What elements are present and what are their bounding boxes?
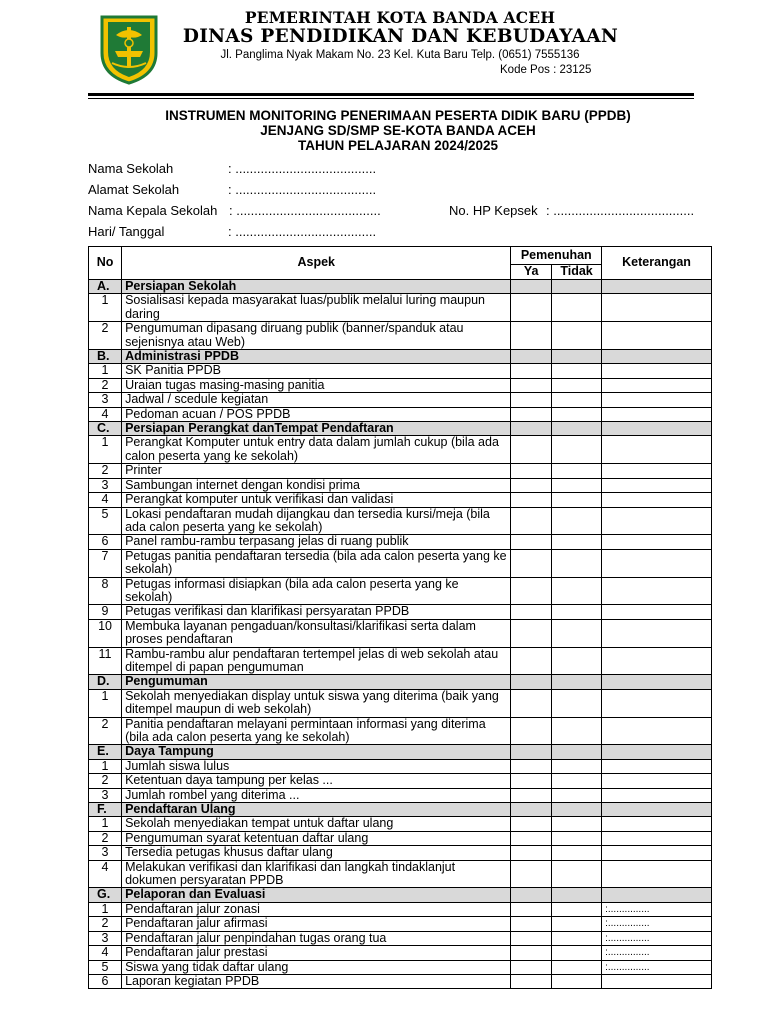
section-tidak-cell [551,888,601,902]
hp-kepsek-field[interactable]: : ....................................... [546,203,695,218]
tidak-checkbox-cell[interactable] [551,393,601,407]
row-number: 3 [89,788,122,802]
table-row [89,846,712,860]
section-ya-cell [511,350,552,364]
row-number: 3 [89,478,122,492]
keterangan-cell[interactable] [602,759,712,773]
row-number: 6 [89,535,122,549]
section-ket-cell [602,803,712,817]
letterhead-postal-code: Kode Pos : 23125 [500,64,592,76]
tidak-checkbox-cell[interactable] [551,788,601,802]
row-number: 2 [89,917,122,931]
ya-checkbox-cell[interactable] [511,577,552,605]
row-aspect: Petugas panitia pendaftaran tersedia (bila ada calon peserta yang ke sekolah) [122,549,511,577]
header-tidak: Tidak [551,264,601,279]
ya-checkbox-cell[interactable] [511,493,552,507]
ya-checkbox-cell[interactable] [511,846,552,860]
tidak-checkbox-cell[interactable] [551,535,601,549]
tidak-checkbox-cell[interactable] [551,507,601,535]
tidak-checkbox-cell[interactable] [551,717,601,745]
section-ya-cell [511,280,552,294]
row-aspect: Pendaftaran jalur prestasi [122,946,511,960]
nama-sekolah-field[interactable]: : ....................................... [228,161,377,176]
row-aspect: Jadwal / scedule kegiatan [122,393,511,407]
section-letter: B. [89,350,122,364]
letterhead-address: Jl. Panglima Nyak Makam No. 23 Kel. Kuta Baru Telp. (0651) 7555136 [220,49,580,61]
ya-checkbox-cell[interactable] [511,294,552,322]
section-title: Persiapan Sekolah [122,280,511,294]
row-number: 2 [89,831,122,845]
row-number: 2 [89,322,122,350]
ya-checkbox-cell[interactable] [511,436,552,464]
row-aspect: Ketentuan daya tampung per kelas ... [122,774,511,788]
ya-checkbox-cell[interactable] [511,717,552,745]
tidak-checkbox-cell[interactable] [551,689,601,717]
row-aspect: Printer [122,464,511,478]
tidak-checkbox-cell[interactable] [551,931,601,945]
tidak-checkbox-cell[interactable] [551,294,601,322]
row-aspect: Jumlah rombel yang diterima ... [122,788,511,802]
row-aspect: Pendaftaran jalur penpindahan tugas orang tua [122,931,511,945]
letterhead-government: PEMERINTAH KOTA BANDA ACEH [244,8,556,27]
keterangan-cell[interactable] [602,817,712,831]
tidak-checkbox-cell[interactable] [551,974,601,988]
table-row [89,817,712,831]
row-aspect: Pengumuman syarat ketentuan daftar ulang [122,831,511,845]
section-tidak-cell [551,675,601,689]
row-aspect: Sambungan internet dengan kondisi prima [122,478,511,492]
keterangan-cell[interactable] [602,860,712,888]
row-number: 9 [89,605,122,619]
keterangan-cell[interactable] [602,846,712,860]
nama-sekolah-label: Nama Sekolah [88,161,174,176]
table-row [89,322,712,350]
keterangan-cell[interactable] [602,717,712,745]
header-keterangan: Keterangan [602,247,712,280]
section-letter: E. [89,745,122,759]
row-aspect: Siswa yang tidak daftar ulang [122,960,511,974]
section-tidak-cell [551,422,601,436]
keterangan-cell[interactable] [602,407,712,421]
ya-checkbox-cell[interactable] [511,507,552,535]
kepala-sekolah-label: Nama Kepala Sekolah [88,203,218,218]
row-number: 1 [89,817,122,831]
table-row [89,378,712,392]
table-row [89,619,712,647]
table-row [89,464,712,478]
keterangan-cell[interactable] [602,788,712,802]
keterangan-cell[interactable] [602,689,712,717]
document-subtitle: JENJANG SD/SMP SE-KOTA BANDA ACEH [260,123,536,138]
row-aspect: Pendaftaran jalur zonasi [122,902,511,916]
ya-checkbox-cell[interactable] [511,902,552,916]
section-title: Pendaftaran Ulang [122,803,511,817]
table-row [89,717,712,745]
table-row [89,902,712,916]
ya-checkbox-cell[interactable] [511,788,552,802]
table-row [89,960,712,974]
keterangan-cell[interactable] [602,364,712,378]
ya-checkbox-cell[interactable] [511,605,552,619]
section-ket-cell [602,888,712,902]
row-number: 10 [89,619,122,647]
table-row [89,436,712,464]
table-row [89,931,712,945]
keterangan-cell[interactable] [602,535,712,549]
section-ya-cell [511,888,552,902]
letterhead-department: DINAS PENDIDIKAN DAN KEBUDAYAAN [182,26,619,47]
keterangan-cell[interactable] [602,436,712,464]
section-ya-cell [511,745,552,759]
row-number: 4 [89,860,122,888]
table-row [89,759,712,773]
table-row [89,974,712,988]
row-number: 1 [89,902,122,916]
row-aspect: Laporan kegiatan PPDB [122,974,511,988]
section-letter: A. [89,280,122,294]
row-aspect: Lokasi pendaftaran mudah dijangkau dan tersedia kursi/meja (bila ada calon peserta yang ke sekolah) [122,507,511,535]
ya-checkbox-cell[interactable] [511,917,552,931]
section-title: Pengumuman [122,675,511,689]
tidak-checkbox-cell[interactable] [551,960,601,974]
alamat-sekolah-field[interactable]: : ....................................... [228,182,377,197]
header-aspek: Aspek [122,247,511,280]
row-aspect: SK Panitia PPDB [122,364,511,378]
tidak-checkbox-cell[interactable] [551,817,601,831]
tidak-checkbox-cell[interactable] [551,647,601,675]
ya-checkbox-cell[interactable] [511,759,552,773]
table-row [89,549,712,577]
row-number: 1 [89,364,122,378]
ya-checkbox-cell[interactable] [511,619,552,647]
section-ket-cell [602,350,712,364]
row-number: 4 [89,407,122,421]
table-row [89,605,712,619]
row-aspect: Sosialisasi kepada masyarakat luas/publik melalui luring maupun daring [122,294,511,322]
table-row [89,577,712,605]
row-aspect: Petugas verifikasi dan klarifikasi persyaratan PPDB [122,605,511,619]
document-year: TAHUN PELAJARAN 2024/2025 [297,138,499,153]
ya-checkbox-cell[interactable] [511,535,552,549]
tidak-checkbox-cell[interactable] [551,846,601,860]
ya-checkbox-cell[interactable] [511,960,552,974]
row-aspect: Pendaftaran jalur afirmasi [122,917,511,931]
ya-checkbox-cell[interactable] [511,478,552,492]
row-aspect: Petugas informasi disiapkan (bila ada calon peserta yang ke sekolah) [122,577,511,605]
row-number: 3 [89,931,122,945]
keterangan-cell[interactable] [602,393,712,407]
hari-tanggal-label: Hari/ Tanggal [88,224,165,239]
tidak-checkbox-cell[interactable] [551,917,601,931]
header-pemenuhan: Pemenuhan [511,247,602,265]
document-title: INSTRUMEN MONITORING PENERIMAAN PESERTA DIDIK BARU (PPDB) [165,108,631,123]
section-tidak-cell [551,803,601,817]
section-letter: C. [89,422,122,436]
row-number: 2 [89,774,122,788]
row-number: 8 [89,577,122,605]
section-letter: D. [89,675,122,689]
ya-checkbox-cell[interactable] [511,860,552,888]
table-body [89,280,712,989]
section-title: Persiapan Perangkat danTempat Pendaftaran [122,422,511,436]
keterangan-cell[interactable] [602,619,712,647]
tidak-checkbox-cell[interactable] [551,774,601,788]
row-number: 3 [89,846,122,860]
table-row [89,946,712,960]
table-row [89,860,712,888]
table-row [89,507,712,535]
row-aspect: Panel rambu-rambu terpasang jelas di ruang publik [122,535,511,549]
row-aspect: Pengumuman dipasang diruang publik (banner/spanduk atau sejenisnya atau Web) [122,322,511,350]
section-tidak-cell [551,745,601,759]
header-ya: Ya [511,264,552,279]
tidak-checkbox-cell[interactable] [551,364,601,378]
keterangan-cell[interactable] [602,507,712,535]
section-letter: G. [89,888,122,902]
table-row [89,788,712,802]
keterangan-cell[interactable] [602,294,712,322]
keterangan-cell[interactable]: :............... [602,917,712,931]
section-title: Administrasi PPDB [122,350,511,364]
hari-tanggal-field[interactable]: : ....................................... [228,224,377,239]
section-tidak-cell [551,350,601,364]
tidak-checkbox-cell[interactable] [551,946,601,960]
keterangan-cell[interactable] [602,974,712,988]
ya-checkbox-cell[interactable] [511,378,552,392]
letterhead-divider [88,93,694,96]
section-ya-cell [511,675,552,689]
ya-checkbox-cell[interactable] [511,322,552,350]
ya-checkbox-cell[interactable] [511,817,552,831]
section-ya-cell [511,803,552,817]
banda-aceh-emblem-icon [98,13,160,85]
keterangan-cell[interactable] [602,774,712,788]
tidak-checkbox-cell[interactable] [551,619,601,647]
section-ket-cell [602,280,712,294]
table-row [89,493,712,507]
table-row [89,478,712,492]
tidak-checkbox-cell[interactable] [551,407,601,421]
ya-checkbox-cell[interactable] [511,689,552,717]
table-row [89,393,712,407]
tidak-checkbox-cell[interactable] [551,902,601,916]
letterhead-divider-thin [88,98,694,99]
section-letter: F. [89,803,122,817]
section-row [89,745,712,759]
row-aspect: Sekolah menyediakan tempat untuk daftar ulang [122,817,511,831]
ya-checkbox-cell[interactable] [511,974,552,988]
table-row [89,774,712,788]
keterangan-cell[interactable] [602,378,712,392]
table-row [89,535,712,549]
row-number: 1 [89,436,122,464]
row-aspect: Melakukan verifikasi dan klarifikasi dan langkah tindaklanjut dokumen persyaratan PPDB [122,860,511,888]
kepala-sekolah-field[interactable]: : ........................................ [229,203,381,218]
row-number: 2 [89,717,122,745]
keterangan-cell[interactable] [602,549,712,577]
row-aspect: Rambu-rambu alur pendaftaran tertempel jelas di web sekolah atau ditempel di papan pengumuman [122,647,511,675]
tidak-checkbox-cell[interactable] [551,478,601,492]
keterangan-cell[interactable]: :............... [602,946,712,960]
row-aspect: Uraian tugas masing-masing panitia [122,378,511,392]
tidak-checkbox-cell[interactable] [551,322,601,350]
section-row [89,888,712,902]
header-no: No [89,247,122,280]
keterangan-cell[interactable] [602,464,712,478]
table-row [89,689,712,717]
section-ket-cell [602,745,712,759]
section-row [89,422,712,436]
section-ya-cell [511,422,552,436]
row-number: 1 [89,759,122,773]
tidak-checkbox-cell[interactable] [551,831,601,845]
table-row [89,364,712,378]
row-number: 4 [89,946,122,960]
row-aspect: Jumlah siswa lulus [122,759,511,773]
monitoring-table [88,246,712,989]
tidak-checkbox-cell[interactable] [551,605,601,619]
keterangan-cell[interactable] [602,577,712,605]
ya-checkbox-cell[interactable] [511,407,552,421]
hp-kepsek-label: No. HP Kepsek [449,203,538,218]
ya-checkbox-cell[interactable] [511,831,552,845]
ya-checkbox-cell[interactable] [511,549,552,577]
section-title: Daya Tampung [122,745,511,759]
keterangan-cell[interactable] [602,831,712,845]
row-aspect: Panitia pendaftaran melayani permintaan informasi yang diterima (bila ada calon peserta yang ke sekolah) [122,717,511,745]
keterangan-cell[interactable] [602,493,712,507]
ya-checkbox-cell[interactable] [511,647,552,675]
table-row [89,294,712,322]
row-number: 5 [89,960,122,974]
table-row [89,407,712,421]
keterangan-cell[interactable] [602,478,712,492]
section-row [89,675,712,689]
keterangan-cell[interactable] [602,605,712,619]
tidak-checkbox-cell[interactable] [551,860,601,888]
row-aspect: Perangkat Komputer untuk entry data dalam jumlah cukup (bila ada calon peserta yang ke sekolah) [122,436,511,464]
ya-checkbox-cell[interactable] [511,774,552,788]
row-number: 7 [89,549,122,577]
row-aspect: Membuka layanan pengaduan/konsultasi/klarifikasi serta dalam proses pendaftaran [122,619,511,647]
tidak-checkbox-cell[interactable] [551,493,601,507]
row-number: 1 [89,294,122,322]
ya-checkbox-cell[interactable] [511,931,552,945]
alamat-sekolah-label: Alamat Sekolah [88,182,180,197]
table-row [89,917,712,931]
section-row [89,280,712,294]
row-number: 4 [89,493,122,507]
tidak-checkbox-cell[interactable] [551,436,601,464]
tidak-checkbox-cell[interactable] [551,577,601,605]
row-aspect: Sekolah menyediakan display untuk siswa yang diterima (baik yang ditempel maupun di web sekolah) [122,689,511,717]
keterangan-cell[interactable] [602,647,712,675]
section-ket-cell [602,675,712,689]
tidak-checkbox-cell[interactable] [551,378,601,392]
table-row [89,647,712,675]
row-number: 6 [89,974,122,988]
section-tidak-cell [551,280,601,294]
row-number: 11 [89,647,122,675]
row-number: 1 [89,689,122,717]
tidak-checkbox-cell[interactable] [551,549,601,577]
tidak-checkbox-cell[interactable] [551,464,601,478]
keterangan-cell[interactable]: :............... [602,902,712,916]
keterangan-cell[interactable]: :............... [602,931,712,945]
table-row [89,831,712,845]
ya-checkbox-cell[interactable] [511,393,552,407]
section-ket-cell [602,422,712,436]
row-aspect: Pedoman acuan / POS PPDB [122,407,511,421]
section-row [89,350,712,364]
tidak-checkbox-cell[interactable] [551,759,601,773]
ya-checkbox-cell[interactable] [511,464,552,478]
row-number: 2 [89,378,122,392]
keterangan-cell[interactable]: :............... [602,960,712,974]
section-row [89,803,712,817]
ya-checkbox-cell[interactable] [511,946,552,960]
row-number: 2 [89,464,122,478]
row-aspect: Tersedia petugas khusus daftar ulang [122,846,511,860]
row-number: 3 [89,393,122,407]
section-title: Pelaporan dan Evaluasi [122,888,511,902]
row-number: 5 [89,507,122,535]
ya-checkbox-cell[interactable] [511,364,552,378]
keterangan-cell[interactable] [602,322,712,350]
row-aspect: Perangkat komputer untuk verifikasi dan validasi [122,493,511,507]
